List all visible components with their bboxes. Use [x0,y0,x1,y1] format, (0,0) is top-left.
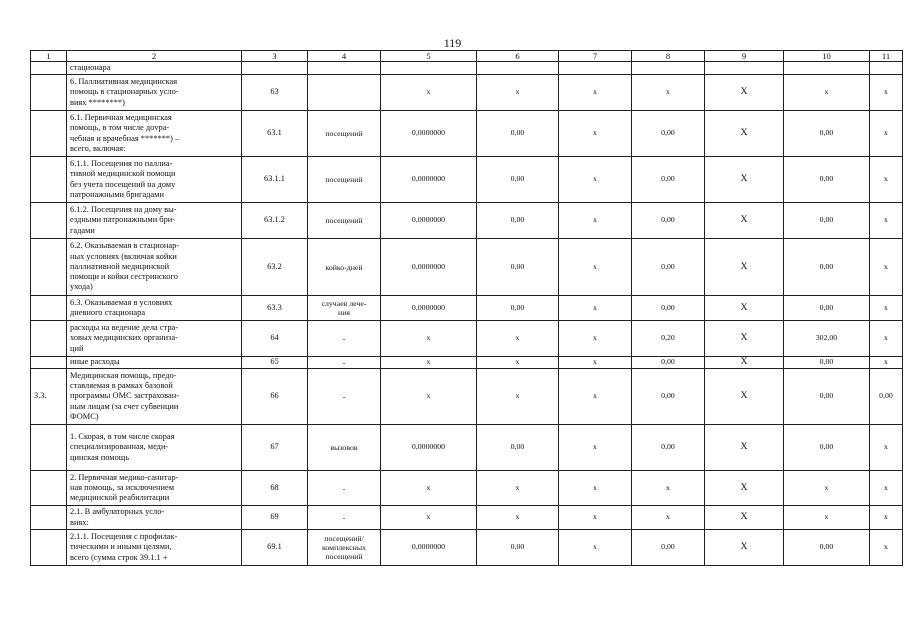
col6-value: x [477,506,559,530]
header-cell-5: 5 [381,51,477,62]
col11-value: x [870,357,903,369]
col10-value: 0,00 [784,530,870,566]
header-cell-7: 7 [559,51,632,62]
col8-value: 0,20 [632,321,705,357]
row-label: иные расходы [67,357,242,369]
unit: вызовов [308,425,381,471]
section-number [31,425,67,471]
row-label: расходы на ведение дела стра- ховых медицинских организа- ций [67,321,242,357]
section-number [31,530,67,566]
col10-value: 0,00 [784,369,870,425]
row-label: 6.1.1. Посещения по паллиа- тивной медицинской помощи без учета посещений на дому патронажными бригадами [67,157,242,203]
table-body [31,51,903,566]
col8-value: 0,00 [632,357,705,369]
col10-value: 0,00 [784,239,870,296]
col9-value: X [705,239,784,296]
col6-value: 0,00 [477,111,559,157]
col7-value: x [559,530,632,566]
col8-value: 0,00 [632,530,705,566]
col8-value: 0,00 [632,203,705,239]
header-cell-9: 9 [705,51,784,62]
col8-value: x [632,471,705,506]
table-row [31,530,903,566]
table-row [31,321,903,357]
unit: койко-дней [308,239,381,296]
col8-value: 0,00 [632,157,705,203]
col10-value: 0,00 [784,111,870,157]
col11-value: x [870,530,903,566]
col5-value: x [381,321,477,357]
col11-value: x [870,157,903,203]
section-number [31,471,67,506]
row-label: Медицинская помощь, предо- ставляемая в рамках базовой программы ОМС застрахован- ным лицам (за счет субвенции ФОМС) [67,369,242,425]
row-code: 63 [242,75,308,111]
section-number [31,506,67,530]
row-label: 6.3. Оказываемая в условиях дневного стационара [67,296,242,321]
table-row [31,239,903,296]
col6-value: 0,00 [477,425,559,471]
row-code: 63.3 [242,296,308,321]
col6-value: 0,00 [477,203,559,239]
unit: посещений [308,157,381,203]
table-row [31,157,903,203]
col7-value: x [559,357,632,369]
col5-value: x [381,369,477,425]
unit [308,62,381,75]
header-cell-1: 1 [31,51,67,62]
col10-value: 0,00 [784,203,870,239]
row-code [242,62,308,75]
section-number [31,111,67,157]
row-label: 6.2. Оказываемая в стационар- ных условиях (включая койки паллиативной медицинской помощи и койки сестринского ухода) [67,239,242,296]
row-code: 63.2 [242,239,308,296]
table-row [31,425,903,471]
col10-value: x [784,506,870,530]
unit [308,75,381,111]
col10-value: x [784,471,870,506]
col9-value: X [705,425,784,471]
financial-table [30,50,903,566]
col11-value: 0,00 [870,369,903,425]
col7-value: x [559,75,632,111]
col9-value: X [705,296,784,321]
col10-value [784,62,870,75]
table-row [31,296,903,321]
table-row [31,62,903,75]
unit: - [308,506,381,530]
header-cell-8: 8 [632,51,705,62]
col5-value: 0,0000000 [381,296,477,321]
col5-value: 0,0000000 [381,203,477,239]
col11-value: x [870,506,903,530]
col7-value: x [559,239,632,296]
col9-value: X [705,111,784,157]
col11-value: x [870,75,903,111]
col9-value: X [705,321,784,357]
col10-value: 302,00 [784,321,870,357]
col8-value: 0,00 [632,425,705,471]
section-number: 3.3. [31,369,67,425]
section-number [31,321,67,357]
row-code: 63.1.1 [242,157,308,203]
row-label: 2.1. В амбулаторных усло- виях: [67,506,242,530]
section-number [31,296,67,321]
col6-value: 0,00 [477,239,559,296]
col7-value: x [559,369,632,425]
col9-value: X [705,506,784,530]
col9-value [705,62,784,75]
col11-value: x [870,425,903,471]
col10-value: 0,00 [784,357,870,369]
row-label: 2.1.1. Посещения с профилак- тическими и иными целями, всего (сумма строк 39.1.1 + [67,530,242,566]
col9-value: X [705,471,784,506]
row-label: 6.1. Первичная медицинская помощь, в том числе доvра- чебная и врачебная *******) – всего, включая: [67,111,242,157]
header-cell-10: 10 [784,51,870,62]
row-label: 6. Паллиативная медицинская помощь в стационарных усло- виях ********) [67,75,242,111]
unit: посещений/ комплексных посещений [308,530,381,566]
col6-value: x [477,75,559,111]
col7-value: x [559,321,632,357]
col7-value: x [559,203,632,239]
col7-value [559,62,632,75]
table-row [31,506,903,530]
col11-value: x [870,321,903,357]
unit: посещений [308,203,381,239]
col8-value [632,62,705,75]
col5-value: x [381,75,477,111]
unit: - [308,321,381,357]
col5-value: 0,0000000 [381,530,477,566]
col5-value: x [381,357,477,369]
col11-value: x [870,203,903,239]
col6-value: 0,00 [477,157,559,203]
col8-value: 0,00 [632,296,705,321]
col10-value: 0,00 [784,425,870,471]
col9-value: X [705,157,784,203]
col8-value: x [632,506,705,530]
col6-value: x [477,471,559,506]
row-code: 67 [242,425,308,471]
row-code: 68 [242,471,308,506]
col8-value: 0,00 [632,111,705,157]
header-cell-4: 4 [308,51,381,62]
header-row [31,51,903,62]
header-cell-2: 2 [67,51,242,62]
section-number [31,203,67,239]
col5-value: x [381,506,477,530]
row-label: 2. Первичная медико-санитар- ная помощь, за исключением медицинской реабилитации [67,471,242,506]
row-code: 65 [242,357,308,369]
section-number [31,62,67,75]
row-label: стационара [67,62,242,75]
col11-value: x [870,296,903,321]
section-number [31,239,67,296]
col7-value: x [559,296,632,321]
table-row [31,75,903,111]
table-row [31,203,903,239]
section-number [31,157,67,203]
col11-value [870,62,903,75]
table-row [31,111,903,157]
col6-value: x [477,369,559,425]
col5-value [381,62,477,75]
col7-value: x [559,471,632,506]
col11-value: x [870,239,903,296]
unit: случаев лече- ния [308,296,381,321]
col11-value: x [870,111,903,157]
col6-value: x [477,321,559,357]
col6-value: 0,00 [477,296,559,321]
col5-value: 0,0000000 [381,111,477,157]
table-row [31,357,903,369]
unit: - [308,369,381,425]
col9-value: X [705,530,784,566]
col8-value: 0,00 [632,239,705,296]
col5-value: 0,0000000 [381,157,477,203]
col7-value: x [559,425,632,471]
table-row [31,471,903,506]
col8-value: x [632,75,705,111]
col6-value [477,62,559,75]
section-number [31,75,67,111]
row-code: 66 [242,369,308,425]
col11-value: x [870,471,903,506]
col10-value: 0,00 [784,157,870,203]
col5-value: x [381,471,477,506]
col7-value: x [559,111,632,157]
col9-value: X [705,369,784,425]
col6-value: x [477,357,559,369]
page-number: 119 [443,36,462,50]
row-label: 6.1.2. Посещения на дому вы- ездными патронажными бри- гадами [67,203,242,239]
col5-value: 0,0000000 [381,425,477,471]
col5-value: 0,0000000 [381,239,477,296]
header-cell-6: 6 [477,51,559,62]
unit: - [308,471,381,506]
col6-value: 0,00 [477,530,559,566]
col9-value: X [705,75,784,111]
row-code: 63.1 [242,111,308,157]
row-code: 69.1 [242,530,308,566]
row-label: 1. Скорая, в том числе скорая специализированная, меди- цинская помощь [67,425,242,471]
col8-value: 0,00 [632,369,705,425]
col7-value: x [559,157,632,203]
col10-value: x [784,75,870,111]
col9-value: X [705,357,784,369]
row-code: 64 [242,321,308,357]
col9-value: X [705,203,784,239]
header-cell-11: 11 [870,51,903,62]
row-code: 69 [242,506,308,530]
header-cell-3: 3 [242,51,308,62]
table-row [31,369,903,425]
unit: посещений [308,111,381,157]
unit: - [308,357,381,369]
col10-value: 0,00 [784,296,870,321]
section-number [31,357,67,369]
row-code: 63.1.2 [242,203,308,239]
col7-value: x [559,506,632,530]
